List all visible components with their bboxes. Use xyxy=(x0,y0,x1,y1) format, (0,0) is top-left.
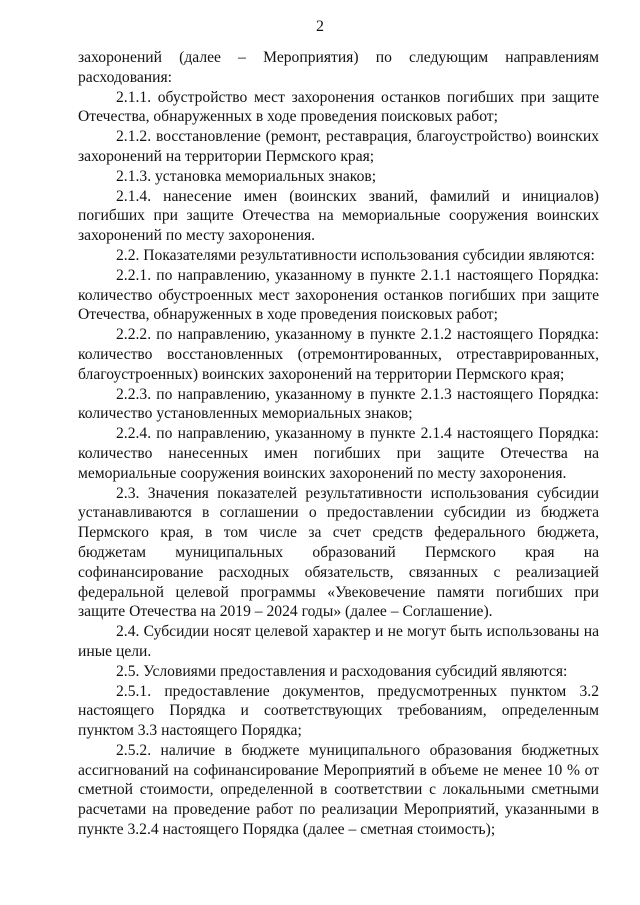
paragraph-2-2-1: 2.2.1. по направлению, указанному в пункте 2.1.1 настоящего Порядка: количество обустроенных мест захоронения останков погибших при защите Отечества, обнаруженных в ходе проведения поисковых работ; xyxy=(78,266,599,324)
paragraph-continuation: захоронений (далее – Мероприятия) по следующим направлениям расходования: xyxy=(78,49,599,86)
page-number: 2 xyxy=(316,18,324,35)
paragraph-2-4: 2.4. Субсидии носят целевой характер и не могут быть использованы на иные цели. xyxy=(78,623,599,660)
document-body xyxy=(78,48,599,840)
paragraph-2-1-1: 2.1.1. обустройство мест захоронения останков погибших при защите Отечества, обнаруженных в ходе проведения поисковых работ; xyxy=(78,88,599,126)
paragraph-2-1-2: 2.1.2. восстановление (ремонт, реставрация, благоустройство) воинских захоронений на территории Пермского края; xyxy=(78,128,599,165)
paragraph-2-2-4: 2.2.4. по направлению, указанному в пункте 2.1.4 настоящего Порядка: количество нанесенных имен погибших при защите Отечества на мемориальные сооружения воинских захоронений по месту захоронения. xyxy=(78,425,599,482)
paragraph-2-2-3: 2.2.3. по направлению, указанному в пункте 2.1.3 настоящего Порядка: количество установленных мемориальных знаков; xyxy=(78,385,599,423)
paragraph-2-1-4: 2.1.4. нанесение имен (воинских званий, фамилий и инициалов) погибших при защите Отечества на мемориальные сооружения воинских захоронений по месту захоронения. xyxy=(78,187,599,245)
paragraph-2-1-3: 2.1.3. установка мемориальных знаков; xyxy=(116,167,377,185)
paragraph-2-5-1: 2.5.1. предоставление документов, предусмотренных пунктом 3.2 настоящего Порядка и соответствующих требованиям, определенным пунктом 3.3 настоящего Порядка; xyxy=(78,682,599,740)
paragraph-2-5-2: 2.5.2. наличие в бюджете муниципального образования бюджетных ассигнований на софинансирование Мероприятий в объеме не менее 10 % от сметной стоимости, определенной в соответствии с локальными сметными расчетами на проведение работ по реализации Мероприятий, указанными в пункте 3.2.4 настоящего Порядка (далее – сметная стоимость); xyxy=(78,741,599,839)
paragraph-2-5: 2.5. Условиями предоставления и расходования субсидий являются: xyxy=(116,662,568,680)
paragraph-2-2: 2.2. Показателями результативности использования субсидии являются: xyxy=(116,246,595,264)
paragraph-2-3: 2.3. Значения показателей результативности использования субсидии устанавливаются в соглашении о предоставлении субсидии из бюджета Пермского края, в том числе за счет средств федерального бюджета, бюджетам муниципальных образований Пермского края на софинансирование расходных обязательств, связанных с реализацией федеральной целевой программы «Увековечение памяти погибших при защите Отечества на 2019 – 2024 годы» (далее – Соглашение). xyxy=(78,484,599,621)
paragraph-2-2-2: 2.2.2. по направлению, указанному в пункте 2.1.2 настоящего Порядка: количество восстановленных (отремонтированных, отреставрированных, благоустроенных) воинских захоронений на территории Пермского края; xyxy=(78,326,599,383)
